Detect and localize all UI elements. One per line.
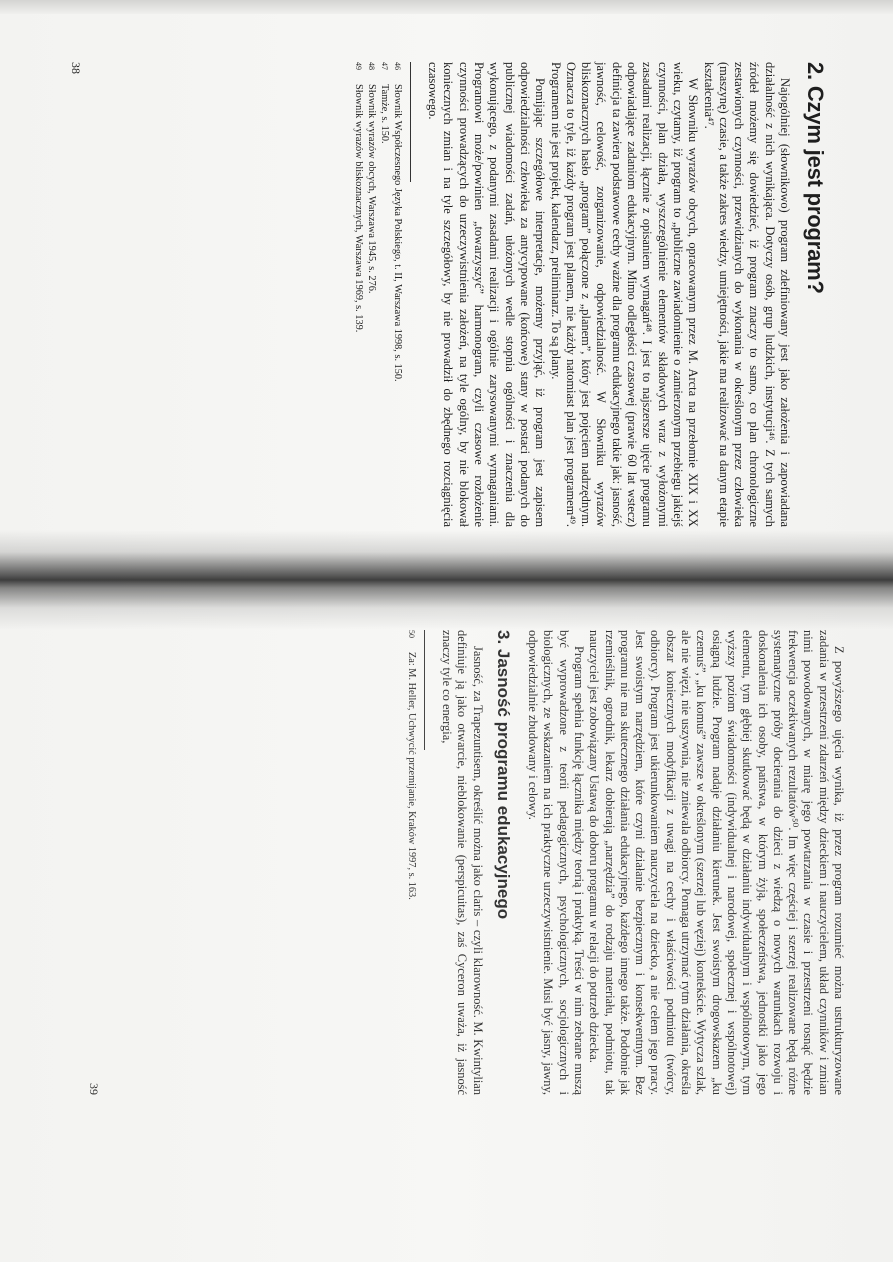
scan-edge-shadow xyxy=(0,0,893,14)
body-text xyxy=(425,62,792,527)
footnote: 47Tamże, s. 150. xyxy=(378,62,390,144)
footnotes xyxy=(405,630,418,1095)
body-text xyxy=(439,630,485,1095)
footnote-divider xyxy=(410,62,411,182)
section-heading: 3. Jasność programu edukacyjnego xyxy=(493,630,513,920)
footnote: 50Za: M. Heller, Uchwycić przemijanie, Kraków 1997, s. 163. xyxy=(405,630,417,900)
paragraph: Pomijając szczegółowe interpretacje, możemy przyjąć, iż program jest zapisem odpowiedzialności człowieka za antycypowane (końcowe) stany w postaci podanych do publicznej wiadomości zadań, ułożonych wedle stopnia ogólności i znaczenia dla wykonującego, z podanymi zasadami realizacji i ogólnie zarysowanymi wymaganiami. Programowi może/powinien „towarzyszyć” harmonogram, czyli czasowe rozłożenie czynności prowadzących do urzeczywistnienia założeń, na tyle ogólny, by nie blokował koniecznych zmian i na tyle szczegółowy, by nie prowadził do zbędnego rozciągnięcia czasowego. xyxy=(426,62,548,527)
footnotes xyxy=(352,62,404,527)
section-heading: 2. Czym jest program? xyxy=(803,62,828,294)
footnote: 49Słownik wyrazów bliskoznacznych, Warszawa 1969, s. 139. xyxy=(352,62,364,333)
page-number: 38 xyxy=(69,62,83,74)
paragraph: W Słowniku wyrazów obcych, opracowanym przez M. Arcta na przełomie XIX i XX wieku, czytamy, iż program to „publiczne zawiadomienie o zamierzonym przebiegu jakiejś czynności, plan działa, wyszczególnienie elementów składowych wraz z wyłożonymi zasadami realizacji, łącznie z opisaniem wymagań⁴⁸. I jest to najszersze ujęcie programu odpowiadające zadaniom edukacyjnym. Mimo odległości czasowej (prawie 60 lat wstecz) definicja ta zawiera podstawowe cechy ważne dla programu edukacyjnego takie jak: jasność, jawność, celowość, zorganizowanie, odpowiedzialność. W Słowniku wyrazów bliskoznacznych hasło „program” połączone z „planem”, który jest pojęciem nadrzędnym. Oznacza to tyle, iż każdy program jest planem, nie każdy natomiast plan jest programem⁴⁹. Programem nie jest projekt, kalendarz, preliminarz. To są plany. xyxy=(548,62,701,527)
paragraph: Program spełnia funkcję łącznika między teorią i praktyką. Treści w nim zebrane muszą być wyprowadzone z teorii pedagogicznych, psychologicznych, socjologicznych i biologicznych, ze wskazaniem na ich praktyczne urzeczywistnienie. Musi być jasny, jawny, odpowiedzialnie zbudowany i celowy. xyxy=(526,630,586,1095)
body-text xyxy=(525,630,846,1095)
book-page-right xyxy=(86,630,846,1095)
paragraph: Najogólniej (słownikowo) program zdefiniowany jest jako założenia i zapowiadana działalność z nich wynikająca. Dotyczy osób, grup ludzkich, instytucji⁴⁶. Z tych samych źródeł możemy się dowiedzieć, iż program znaczy to samo, co plan chronologiczne zestawionych czynności, przewidzianych do wykonania w określonym przez człowieka (maszynę) czasie, a także zakres wiedzy, umiejętności, jakie ma realizować na danym etapie kształcenia⁴⁷. xyxy=(701,62,792,527)
book-gutter-shadow xyxy=(0,530,893,630)
page-number: 39 xyxy=(87,1083,101,1095)
footnote: 48Słownik wyrazów obcych, Warszawa 1945, s. 276. xyxy=(365,62,377,294)
footnote: 46Słownik Współczesnego Języka Polskiego, t. II, Warszawa 1998, s. 150. xyxy=(391,62,403,382)
footnote-divider xyxy=(424,630,425,750)
paragraph: Z powyższego ujęcia wynika, iż przez program rozumieć można ustrukturyzowane zadania w przestrzeni zdarzeń między dzieckiem i nauczycielem, układ czynników i zmian nimi powodowanych, w miarę jego powtarzania w czasie i przestrzeni rosnąć będzie frekwencja oczekiwanych rezultatów⁵⁰. Im więc częściej i szerzej realizowane będą różne systematyczne próby docierania do dzieci z wiedzą o nowych warunkach rozwoju i doskonalenia ich osoby, państwa, w którym żyją, społeczeństwa, jednostki jako jego elementu, tym głębiej skutkować będą w działaniu indywidualnym i wspólnotowym, tym wyższy poziom świadomości (indywidualnej i narodowej, społecznej i wspólnotowej) osiągną ludzie. Program nadaje działaniu kierunek. Jest swoistym drogowskazem „ku czemuś”, „ku komuś” zawsze w określonym (szerzej lub węziej) kontekście. Wytycza szlak, ale nie więzi, nie uszywnia, nie zniewala odbiorcy. Pomaga utrzymać rytm działania, określa obszar koniecznych modyfikacji z uwagi na cechy i właściwości podmiotu (twórcy, odbiorcy). Program jest ukierunkowaniem nauczyciela na dziecko, a nie celem jego pracy. Jest swoistym narzędziem, które czyni działanie bezpiecznym i konsekwentnym. Bez programu nie ma skutecznego działania edukacyjnego, każdego innego także. Podobnie jak rzemieślnik, ogrodnik, lekarz dobierają „narzędzia” do rodzaju materiału, podmiotu, tak nauczyciel jest zobowiązany Ustawą do doboru programu w relacji do potrzeb dziecka. xyxy=(587,630,846,1095)
paragraph: Jasność, za Trapezuntisem, określić można jako claris – czyli klarowność. M. Kwintylian definiuje ją jako otwarcie, nieblokowanie (perspicuitas), zaś Cyceron uważa, iż jasność znaczy tyle co energia, xyxy=(440,630,485,1095)
book-page-left xyxy=(68,62,828,527)
